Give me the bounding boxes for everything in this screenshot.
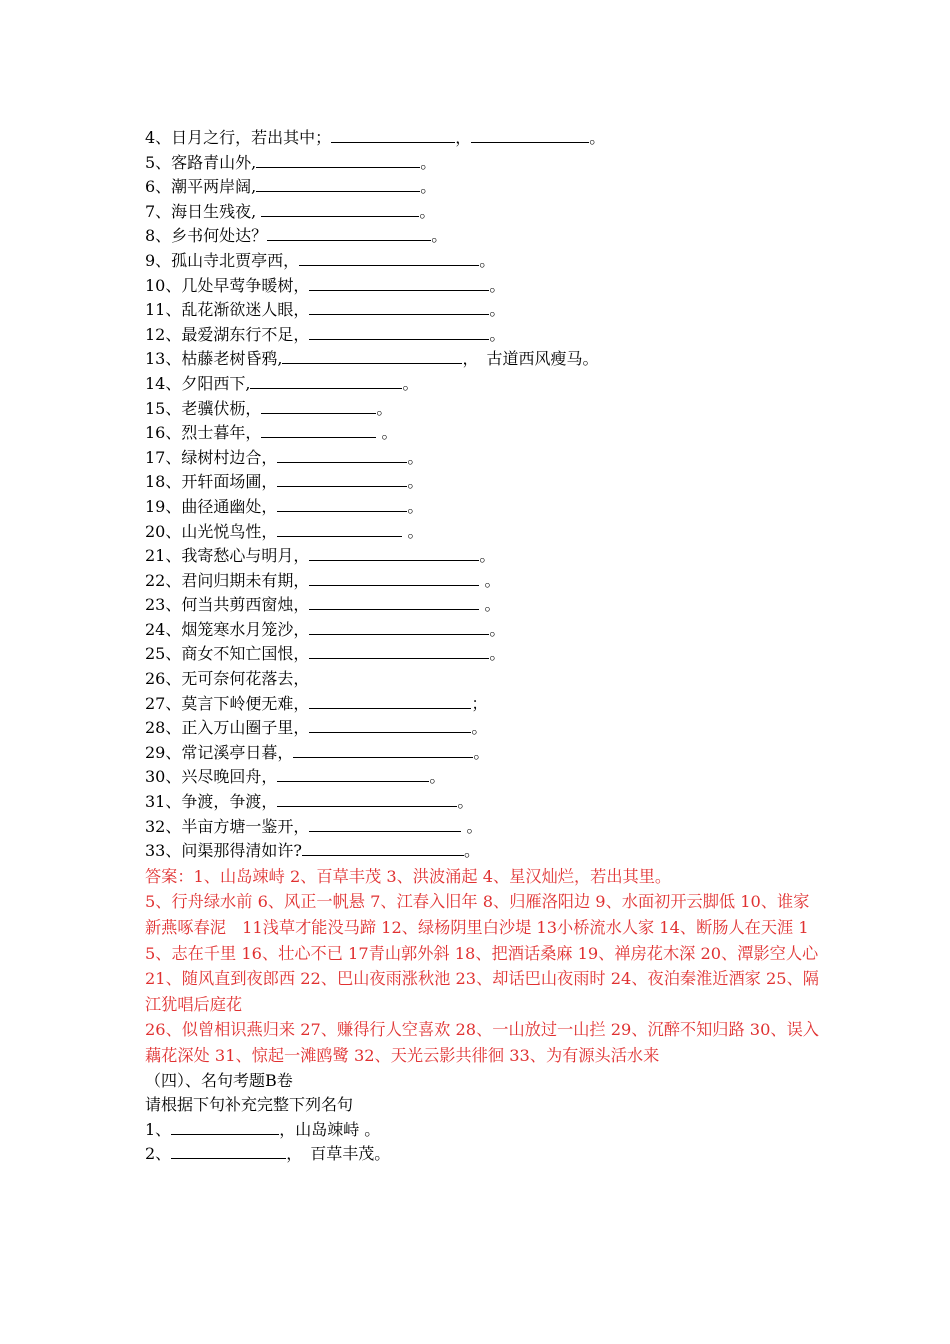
- question-end: 。: [402, 521, 424, 541]
- fill-blank[interactable]: [309, 644, 489, 659]
- item-number: 2、: [145, 1144, 172, 1164]
- question-line: [145, 642, 825, 667]
- question-line: [145, 716, 825, 741]
- question-prompt: 23、何当共剪西窗烛，: [145, 595, 310, 615]
- question-line: [145, 397, 825, 422]
- question-prompt: 19、曲径通幽处，: [145, 496, 278, 516]
- question-line: [145, 298, 825, 323]
- fill-blank[interactable]: [309, 595, 479, 610]
- question-line: [145, 839, 825, 864]
- question-list: [145, 126, 825, 864]
- question-line: [145, 151, 825, 176]
- fill-blank[interactable]: [293, 743, 473, 758]
- fill-blank[interactable]: [302, 841, 464, 856]
- question-prompt: 22、君问归期未有期，: [145, 570, 310, 590]
- question-end: 。: [376, 398, 393, 418]
- question-end: 。: [402, 373, 419, 393]
- question-line: [145, 692, 825, 717]
- question-end: 。: [457, 792, 474, 812]
- fill-blank[interactable]: [171, 1144, 286, 1159]
- question-line: [145, 741, 825, 766]
- question-end: 。: [489, 300, 506, 320]
- fill-blank[interactable]: [277, 497, 407, 512]
- fill-blank[interactable]: [261, 202, 419, 217]
- question-line: [145, 126, 825, 151]
- fill-blank[interactable]: [256, 153, 420, 168]
- question-end: 。: [407, 496, 424, 516]
- question-line: [145, 618, 825, 643]
- section-item-list: [145, 1118, 825, 1167]
- question-end: 。: [419, 201, 436, 221]
- question-prompt: 11、乱花渐欲迷人眼，: [145, 300, 310, 320]
- fill-blank[interactable]: [309, 817, 461, 832]
- question-end: 。: [429, 767, 446, 787]
- question-line: [145, 765, 825, 790]
- section-instruction: 请根据下句补充完整下列名句: [145, 1095, 354, 1115]
- question-end: 。: [479, 546, 496, 566]
- question-prompt: 27、莫言下岭便无难，: [145, 693, 310, 713]
- question-prompt: 17、绿树村边合，: [145, 447, 278, 467]
- question-prompt: 25、商女不知亡国恨，: [145, 644, 310, 664]
- item-number: 1、: [145, 1119, 172, 1139]
- question-prompt: 9、孤山寺北贾亭西，: [145, 250, 300, 270]
- question-end: 。: [420, 152, 437, 172]
- question-line: [145, 224, 825, 249]
- question-line: [145, 569, 825, 594]
- question-end: 。: [407, 472, 424, 492]
- question-line: [145, 421, 825, 446]
- question-prompt: 12、最爱湖东行不足，: [145, 324, 310, 344]
- question-punct: ，: [462, 349, 487, 369]
- question-end: 。: [471, 718, 488, 738]
- question-line: [145, 274, 825, 299]
- question-prompt: 30、兴尽晚回舟，: [145, 767, 278, 787]
- fill-blank[interactable]: [267, 226, 431, 241]
- question-end: ；: [471, 693, 488, 713]
- fill-blank[interactable]: [331, 128, 455, 143]
- question-prompt: 32、半亩方塘一鉴开，: [145, 816, 310, 836]
- fill-blank[interactable]: [309, 620, 489, 635]
- question-line: [145, 520, 825, 545]
- section-item: [145, 1142, 825, 1167]
- fill-blank[interactable]: [309, 546, 479, 561]
- question-line: [145, 175, 825, 200]
- fill-blank[interactable]: [277, 767, 429, 782]
- question-end: 。: [376, 423, 398, 443]
- fill-blank[interactable]: [309, 571, 479, 586]
- question-line: [145, 347, 825, 372]
- question-end: 。: [489, 644, 506, 664]
- question-prompt: 24、烟笼寒水月笼沙，: [145, 619, 310, 639]
- question-end: 。: [489, 275, 506, 295]
- section-title: （四）、名句考题B卷: [145, 1070, 293, 1090]
- question-line: [145, 372, 825, 397]
- question-end: 。: [589, 128, 606, 147]
- question-line: [145, 593, 825, 618]
- answer-line: 答案：1、山岛竦峙 2、百草丰茂 3、洪波涌起 4、星汉灿烂，若出其里。: [145, 866, 672, 886]
- question-line: [145, 200, 825, 225]
- section-item: [145, 1118, 825, 1143]
- fill-blank[interactable]: [309, 276, 489, 291]
- fill-blank[interactable]: [277, 792, 457, 807]
- question-prompt: 28、正入万山圈子里，: [145, 718, 310, 738]
- fill-blank[interactable]: [309, 718, 471, 733]
- question-prompt: 6、潮平两岸阔,: [145, 177, 257, 197]
- question-prompt: 21、我寄愁心与明月，: [145, 546, 310, 566]
- answer-block: 5、行舟绿水前 6、风正一帆悬 7、江春入旧年 8、归雁洛阳边 9、水面初开云脚低 10、谁家新燕啄春泥 11浅草才能没马蹄 12、绿杨阴里白沙堤 13小桥流水人家 14、断肠人在天涯 15、志在千里 16、壮心不已 17青山郭外斜 18、把酒话桑麻 19、禅房花木深 20、潭影空人心 21、随风直到夜郎西 22、巴山夜雨涨秋池 23、却话巴山夜雨时 24、夜泊秦淮近酒家 25、隔江犹唱后庭花: [145, 892, 819, 1014]
- question-line: [145, 323, 825, 348]
- question-prompt: 10、几处早莺争暖树，: [145, 275, 310, 295]
- question-line: [145, 667, 825, 692]
- question-end: 。: [431, 226, 448, 246]
- question-end: 。: [489, 324, 506, 344]
- question-prompt: 29、常记溪亭日暮，: [145, 742, 294, 762]
- question-line: [145, 249, 825, 274]
- fill-blank[interactable]: [256, 177, 420, 192]
- answer-block: 26、似曾相识燕归来 27、赚得行人空喜欢 28、一山放过一山拦 29、沉醉不知归路 30、误入藕花深处 31、惊起一滩鸥鹭 32、天光云影共徘徊 33、为有源头活水来: [145, 1020, 819, 1065]
- question-line: [145, 470, 825, 495]
- fill-blank[interactable]: [277, 448, 407, 463]
- question-prompt: 26、无可奈何花落去，: [145, 669, 310, 689]
- fill-blank[interactable]: [171, 1120, 279, 1135]
- question-end: 。: [479, 595, 501, 615]
- fill-blank[interactable]: [261, 399, 376, 414]
- question-line: [145, 495, 825, 520]
- question-prompt: 7、海日生残夜,: [145, 201, 262, 221]
- question-end: 。: [463, 841, 480, 861]
- question-end: 。: [479, 570, 501, 590]
- question-punct: ，: [455, 128, 472, 147]
- question-prompt: 8、乡书何处达？: [145, 226, 268, 246]
- question-end: 。: [407, 447, 424, 467]
- question-line: [145, 446, 825, 471]
- question-prompt: 20、山光悦鸟性，: [145, 521, 278, 541]
- question-end: 。: [461, 816, 483, 836]
- question-prompt: 15、老骥伏枥，: [145, 398, 262, 418]
- fill-blank[interactable]: [261, 423, 376, 438]
- question-line: [145, 790, 825, 815]
- fill-blank[interactable]: [299, 251, 479, 266]
- question-prompt: 13、枯藤老树昏鸦,: [145, 349, 283, 369]
- question-prompt: 4、日月之行，若出其中；: [145, 128, 332, 147]
- fill-blank[interactable]: [471, 128, 589, 143]
- fill-blank[interactable]: [309, 325, 489, 340]
- item-text: ， 百草丰茂。: [286, 1144, 391, 1164]
- question-line: [145, 815, 825, 840]
- question-prompt: 14、夕阳西下,: [145, 373, 251, 393]
- question-prompt: 16、烈士暮年，: [145, 423, 262, 443]
- question-prompt: 33、问渠那得清如许?: [145, 841, 302, 861]
- fill-blank[interactable]: [282, 349, 462, 364]
- question-tail: 古道西风瘦马。: [486, 349, 599, 369]
- question-end: 。: [479, 250, 496, 270]
- question-end: 。: [473, 742, 490, 762]
- question-end: 。: [420, 177, 437, 197]
- fill-blank[interactable]: [250, 374, 402, 389]
- document-content: [145, 126, 825, 1167]
- item-text: ，山岛竦峙 。: [279, 1119, 381, 1139]
- fill-blank[interactable]: [309, 300, 489, 315]
- question-line: [145, 544, 825, 569]
- question-prompt: 18、开轩面场圃，: [145, 472, 278, 492]
- question-end: 。: [489, 619, 506, 639]
- question-prompt: 5、客路青山外,: [145, 152, 257, 172]
- fill-blank[interactable]: [277, 472, 407, 487]
- fill-blank[interactable]: [277, 522, 402, 537]
- fill-blank[interactable]: [309, 694, 471, 709]
- question-prompt: 31、争渡，争渡，: [145, 792, 278, 812]
